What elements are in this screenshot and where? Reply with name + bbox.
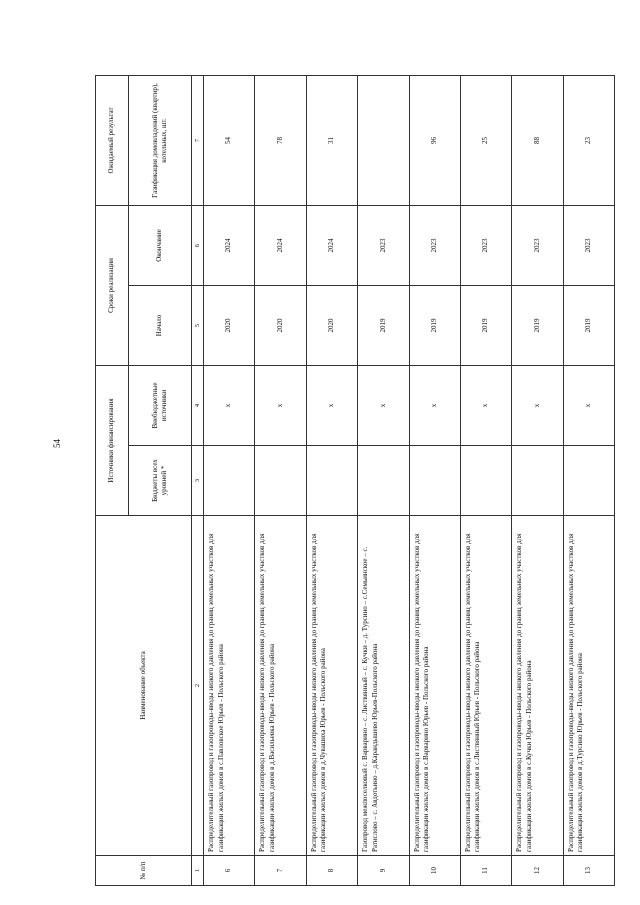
start-year: 2020 [306, 286, 357, 366]
header-terms: Сроки реализации [96, 206, 129, 366]
column-number: 4 [192, 366, 204, 446]
objects-table [95, 75, 615, 886]
result-count: 88 [512, 76, 563, 206]
object-name: Распределительный газопровод и газопроводы-вводы низкого давления до границ земельных участков для газификации жилых домов в д.Чувашиха Юрьев - Польского района [306, 516, 357, 856]
extra-cell: x [204, 366, 255, 446]
header-num: № п/п [96, 856, 192, 886]
object-name: Распределительный газопровод и газопроводы-вводы низкого давления до границ земельных участков для газификации жилых домов в с.Листвянный Юрьев - Польского района [460, 516, 511, 856]
budget-cell [512, 446, 563, 516]
row-number: 8 [306, 856, 357, 886]
budget-cell [563, 446, 614, 516]
budget-cell [255, 446, 306, 516]
budget-cell [409, 446, 460, 516]
header-result-sub: Газификация домовладений (квартир), котельных, шт. [129, 76, 192, 206]
extra-cell: x [563, 366, 614, 446]
budget-cell [204, 446, 255, 516]
result-count: 23 [563, 76, 614, 206]
start-year: 2019 [409, 286, 460, 366]
budget-cell [460, 446, 511, 516]
extra-cell: x [409, 366, 460, 446]
header-extra: Внебюджетные источники [129, 366, 192, 446]
extra-cell: x [255, 366, 306, 446]
end-year: 2023 [460, 206, 511, 286]
start-year: 2019 [460, 286, 511, 366]
result-count: 25 [460, 76, 511, 206]
end-year: 2024 [306, 206, 357, 286]
column-number-row [192, 76, 204, 886]
table-body [204, 76, 615, 886]
object-name: Распределительный газопровод и газопроводы-вводы низкого давления до границ земельных участков для газификации жилых домов в с.Павловское Юрьев - Польского района [204, 516, 255, 856]
column-number: 2 [192, 516, 204, 856]
start-year: 2019 [358, 286, 409, 366]
object-name: Распределительный газопровод и газопроводы-вводы низкого давления до границ земельных участков для газификации жилых домов в д.Васильевка Юрьев - Польского района [255, 516, 306, 856]
extra-cell: x [512, 366, 563, 446]
column-number: 7 [192, 76, 204, 206]
table-row [255, 76, 306, 886]
header-funding: Источники финансирования [96, 366, 129, 516]
end-year: 2023 [512, 206, 563, 286]
page-number: 54 [52, 439, 62, 448]
row-number: 7 [255, 856, 306, 886]
end-year: 2023 [563, 206, 614, 286]
end-year: 2023 [358, 206, 409, 286]
column-number: 1 [192, 856, 204, 886]
table-row [460, 76, 511, 886]
column-number: 3 [192, 446, 204, 516]
result-count: 96 [409, 76, 460, 206]
header-end: Окончание [129, 206, 192, 286]
row-number: 9 [358, 856, 409, 886]
header-budgets: Бюджеты всех уровней * [129, 446, 192, 516]
row-number: 6 [204, 856, 255, 886]
extra-cell: x [460, 366, 511, 446]
object-name: Распределительный газопровод и газопроводы-вводы низкого давления до границ земельных участков для газификации жилых домов в д.Турсино Юрьев - Польского района [563, 516, 614, 856]
start-year: 2019 [512, 286, 563, 366]
object-name: Распределительный газопровод и газопроводы-вводы низкого давления до границ земельных участков для газификации жилых домов в с.Варварино Юрьев - Польского района [409, 516, 460, 856]
table-row [204, 76, 255, 886]
end-year: 2024 [204, 206, 255, 286]
start-year: 2019 [563, 286, 614, 366]
row-number: 10 [409, 856, 460, 886]
column-number: 6 [192, 206, 204, 286]
start-year: 2020 [255, 286, 306, 366]
table-row [306, 76, 357, 886]
row-number: 13 [563, 856, 614, 886]
extra-cell: x [358, 366, 409, 446]
column-number: 5 [192, 286, 204, 366]
header-start: Начало [129, 286, 192, 366]
start-year: 2020 [204, 286, 255, 366]
result-count: 78 [255, 76, 306, 206]
table-row [409, 76, 460, 886]
table-row [358, 76, 409, 886]
header-name: Наименование объекта [96, 516, 192, 856]
end-year: 2023 [409, 206, 460, 286]
end-year: 2024 [255, 206, 306, 286]
result-count: 31 [306, 76, 357, 206]
budget-cell [358, 446, 409, 516]
object-name: Распределительный газопровод и газопроводы-вводы низкого давления до границ земельных участков для газификации жилых домов в с.Кучки Юрьев - Польского района [512, 516, 563, 856]
object-name: Газопровод межпоселковый с. Варварино – с. Листвянный – с. Кучки – д. Турсино – с.Семьинское – с. Ратислово – с. Авдотьино – д.Карандышево Юрьев-Польского района [358, 516, 409, 856]
table-row [563, 76, 614, 886]
result-count: 54 [204, 76, 255, 206]
rotated-table-wrapper [95, 76, 615, 886]
budget-cell [306, 446, 357, 516]
result-count [358, 76, 409, 206]
table-row [512, 76, 563, 886]
row-number: 12 [512, 856, 563, 886]
extra-cell: x [306, 366, 357, 446]
header-result: Ожидаемый результат [96, 76, 129, 206]
row-number: 11 [460, 856, 511, 886]
